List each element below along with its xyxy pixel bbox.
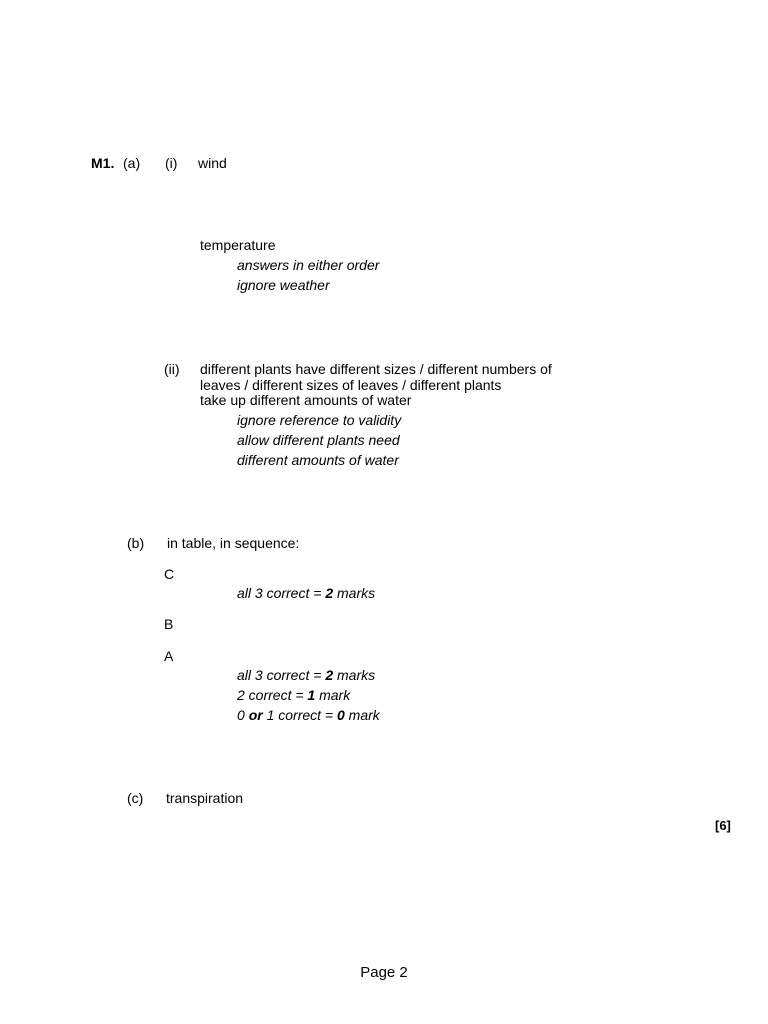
part-a-i-label: (i) — [165, 155, 178, 171]
part-a-ii-label: (ii) — [164, 361, 180, 377]
marking-note: 0 or 1 correct = 0 mark — [237, 707, 380, 723]
part-a-label: (a) — [123, 155, 141, 171]
answer-transpiration: transpiration — [166, 790, 244, 806]
part-c-label: (c) — [127, 790, 144, 806]
answer-b: B — [164, 616, 174, 632]
marking-note: ignore weather — [237, 277, 330, 293]
marking-note: all 3 correct = 2 marks — [237, 585, 376, 601]
answer-a: A — [164, 648, 174, 664]
total-marks: [6] — [715, 818, 731, 833]
marking-note: allow different plants need — [237, 432, 400, 448]
answer-line: different plants have different sizes / different numbers of — [200, 361, 552, 377]
answer-line: leaves / different sizes of leaves / different plants — [200, 377, 502, 393]
answer-wind: wind — [198, 155, 227, 171]
answer-c: C — [164, 566, 175, 582]
part-b-intro: in table, in sequence: — [167, 535, 300, 551]
page-number: Page 2 — [360, 964, 408, 981]
marking-note: different amounts of water — [237, 452, 399, 468]
marking-note: ignore reference to validity — [237, 412, 402, 428]
marking-note: 2 correct = 1 mark — [237, 687, 351, 703]
answer-temperature: temperature — [200, 237, 276, 253]
question-number: M1. — [91, 155, 115, 171]
answer-line: take up different amounts of water — [200, 392, 412, 408]
marking-note: all 3 correct = 2 marks — [237, 667, 376, 683]
part-b-label: (b) — [127, 535, 145, 551]
marking-note: answers in either order — [237, 257, 380, 273]
